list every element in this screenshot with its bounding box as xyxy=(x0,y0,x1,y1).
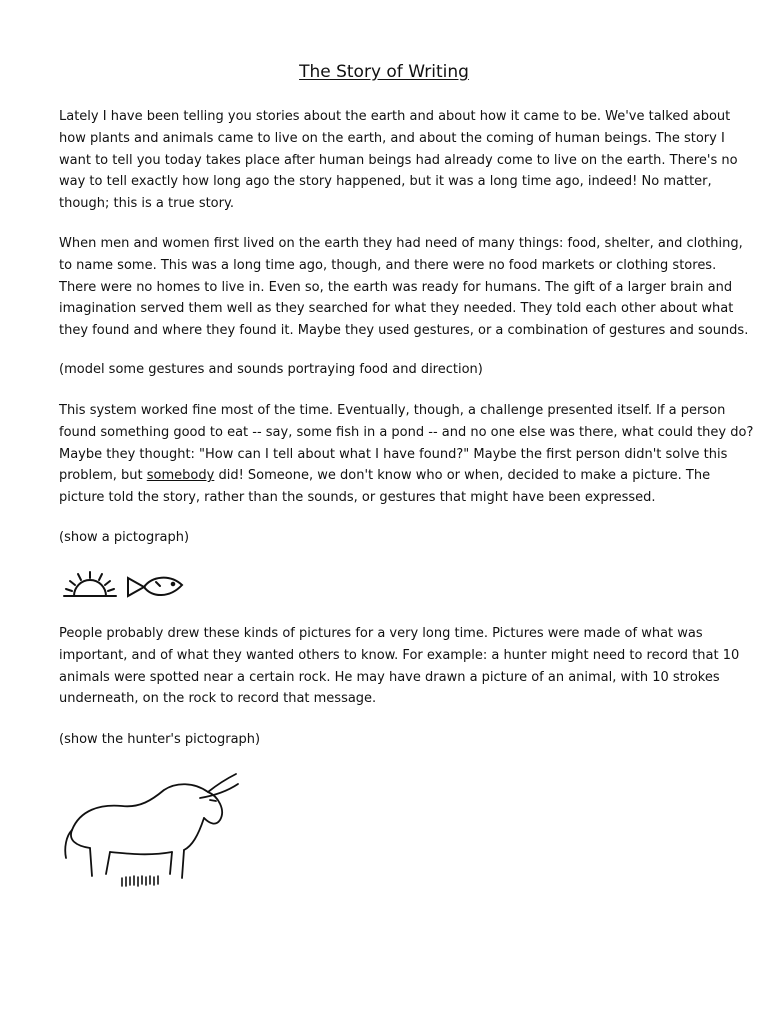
text-segment: did! Someone, we don't know who or when, decided to make a picture. The xyxy=(214,468,711,484)
paragraph-pictures xyxy=(59,623,740,710)
text-line: imagination served them well as they searched for what they needed. They told each other about what xyxy=(59,301,734,317)
stage-direction-pictograph: (show a pictograph) xyxy=(59,530,190,545)
text-line: This system worked fine most of the time. Eventually, though, a challenge presented itself. If a person xyxy=(59,403,726,418)
text-line: though; this is a true story. xyxy=(59,196,234,212)
stage-direction-gestures: (model some gestures and sounds portraying food and direction) xyxy=(59,362,483,377)
paragraph-challenge xyxy=(59,400,754,509)
page-title: The Story of Writing xyxy=(299,62,469,82)
text-line xyxy=(59,465,719,487)
text-line: how plants and animals came to live on the earth, and about the coming of human beings. The story I xyxy=(59,130,725,146)
text-line: picture told the story, rather than the sounds, or gestures that might have been expressed. xyxy=(59,490,656,506)
stage-direction-hunter: (show the hunter's pictograph) xyxy=(59,732,261,747)
paragraph-needs xyxy=(59,233,749,342)
text-line: way to tell exactly how long ago the story happened, but it was a long time ago, indeed! No matter, xyxy=(59,174,712,190)
text-line: they found and where they found it. Maybe they used gestures, or a combination of gestures and sounds. xyxy=(59,323,749,339)
underlined-word: somebody xyxy=(146,468,215,484)
text-line: When men and women first lived on the earth they had need of many things: food, shelter, and clothing, xyxy=(59,236,743,251)
text-line: Lately I have been telling you stories about the earth and about how it came to be. We've talked about xyxy=(59,109,731,124)
hunter-animal-pictograph xyxy=(60,770,245,892)
text-line: found something good to eat -- say, some fish in a pond -- and no one else was there, what could they do? xyxy=(59,424,754,440)
text-line: want to tell you today takes place after human beings had already come to live on the earth. There's no xyxy=(59,152,738,168)
text-line: important, and of what they wanted others to know. For example: a hunter might need to record that 10 xyxy=(59,647,740,663)
text-line: underneath, on the rock to record that message. xyxy=(59,691,377,707)
paragraph-intro xyxy=(59,106,738,215)
text-line: Maybe they thought: "How can I tell about what I have found?" Maybe the first person didn't solve this xyxy=(59,446,728,462)
sun-fish-pictograph xyxy=(58,568,188,604)
text-line: People probably drew these kinds of pictures for a very long time. Pictures were made of what was xyxy=(59,626,703,641)
text-line: to name some. This was a long time ago, though, and there were no food markets or clothing stores. xyxy=(59,257,717,273)
text-segment: problem, but xyxy=(59,468,147,484)
text-line: animals were spotted near a certain rock. He may have drawn a picture of an animal, with 10 strokes xyxy=(59,669,720,685)
text-line: There were no homes to live in. Even so, the earth was ready for humans. The gift of a larger brain and xyxy=(59,279,733,295)
